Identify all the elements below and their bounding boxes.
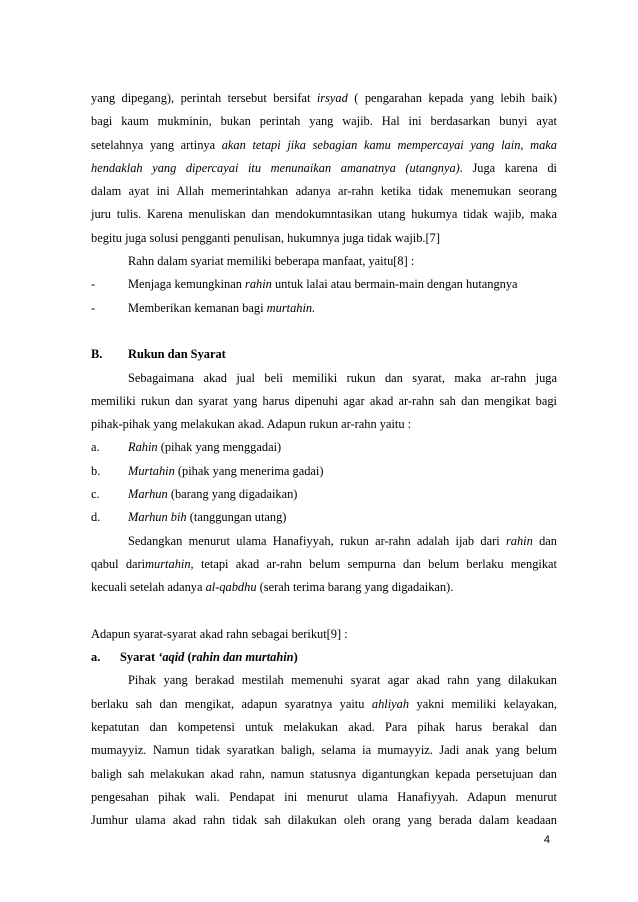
text-line: kepatutan dan kompetensi untuk melakukan akad. Para pihak harus berakal dan	[91, 720, 557, 735]
text-line: Pihak yang berakad mestilah memenuhi syarat agar akad rahn yang dilakukan	[128, 673, 557, 688]
paragraph-syarat-intro: Adapun syarat-syarat akad rahn sebagai berikut[9] :	[91, 626, 348, 641]
text-line: begitu juga solusi pengganti penulisan, hukumnya juga tidak wajib.[7]	[91, 230, 440, 245]
text-line: bagi kaum mukminin, bukan perintah yang wajib. Hal ini berdasarkan bunyi ayat	[91, 114, 557, 129]
text-line: yang dipegang), perintah tersebut bersifat irsyad ( pengarahan kepada yang lebih baik)	[91, 91, 558, 105]
text-line: berlaku sah dan mengikat, adapun syaratnya yaitu ahliyah yakni memiliki kelayakan,	[91, 696, 557, 711]
text-line: pengesahan pihak wali. Pendapat ini menurut ulama Hanafiyyah. Adapun menurut	[91, 789, 557, 804]
text-line: baligh sah melakukan akad rahn, namun statusnya digantungkan kepada persetujuan dan	[91, 766, 557, 781]
list-marker: c.	[91, 487, 100, 502]
text-line: qabul darimurtahin, tetapi akad ar-rahn belum sempurna dan belum berlaku mengikat	[91, 556, 557, 571]
list-item	[91, 273, 557, 296]
text-line: mumayyiz. Namun tidak syaratkan baligh, selama ia mumayyiz. Jadi anak yang belum	[91, 743, 557, 758]
text-line: pihak-pihak yang melakukan akad. Adapun rukun ar-rahn yaitu :	[91, 417, 412, 432]
text-line: kecuali setelah adanya al-qabdhu (serah terima barang yang digadaikan).	[91, 580, 454, 595]
list-item	[91, 460, 557, 483]
list-marker: d.	[91, 510, 101, 525]
text-line: Sebagaimana akad jual beli memiliki rukun dan syarat, maka ar-rahn juga	[128, 370, 557, 385]
list-text: Marhun bih (tanggungan utang)	[128, 510, 287, 525]
list-item	[91, 297, 557, 320]
spacer	[91, 600, 557, 623]
list-marker: -	[91, 300, 96, 315]
spacer	[91, 320, 557, 343]
list-text: Menjaga kemungkinan rahin untuk lalai atau bermain-main dengan hutangnya	[128, 277, 518, 292]
list-item	[91, 483, 557, 506]
list-marker: b.	[91, 463, 101, 478]
text-line: memiliki rukun dan syarat yang harus dipenuhi agar akad ar-rahn sah dan mengikat bagi	[91, 393, 557, 408]
section-heading	[91, 343, 557, 366]
document-body	[91, 87, 557, 833]
section-title: Rukun dan Syarat	[128, 347, 226, 362]
list-text: Rahin (pihak yang menggadai)	[128, 440, 282, 455]
subsection-title: Syarat ‘aqid (rahin dan murtahin)	[120, 650, 298, 665]
section-marker: B.	[91, 347, 103, 362]
paragraph-manfaat-intro: Rahn dalam syariat memiliki beberapa manfaat, yaitu[8] :	[128, 254, 415, 269]
page-number: 4	[543, 834, 550, 846]
text-line: Jumhur ulama akad rahn tidak sah dilakukan oleh orang yang berada dalam keadaan	[91, 813, 557, 828]
list-marker: -	[91, 277, 96, 292]
list-text: Marhun (barang yang digadaikan)	[128, 487, 298, 502]
text-line: hendaklah yang dipercayai itu menunaikan amanatnya (utangnya). Juga karena di	[91, 160, 557, 175]
text-line: juru tulis. Karena menuliskan dan mendokumntasikan utang hukumya tidak wajib, maka	[91, 207, 557, 222]
list-item	[91, 506, 557, 529]
list-item	[91, 436, 557, 459]
text-line: Sedangkan menurut ulama Hanafiyyah, rukun ar-rahn adalah ijab dari rahin dan	[128, 533, 557, 548]
text-line: dalam ayat ini Allah memerintahkan adanya ar-rahn ketika tidak menemukan seorang	[91, 184, 557, 199]
subsection-heading	[91, 646, 557, 669]
list-marker: a.	[91, 440, 100, 455]
subsection-marker: a.	[91, 650, 101, 665]
text-line: setelahnya yang artinya akan tetapi jika sebagian kamu mempercayai yang lain, maka	[91, 137, 557, 152]
list-text: Memberikan kemanan bagi murtahin.	[128, 300, 316, 315]
list-text: Murtahin (pihak yang menerima gadai)	[128, 463, 324, 478]
